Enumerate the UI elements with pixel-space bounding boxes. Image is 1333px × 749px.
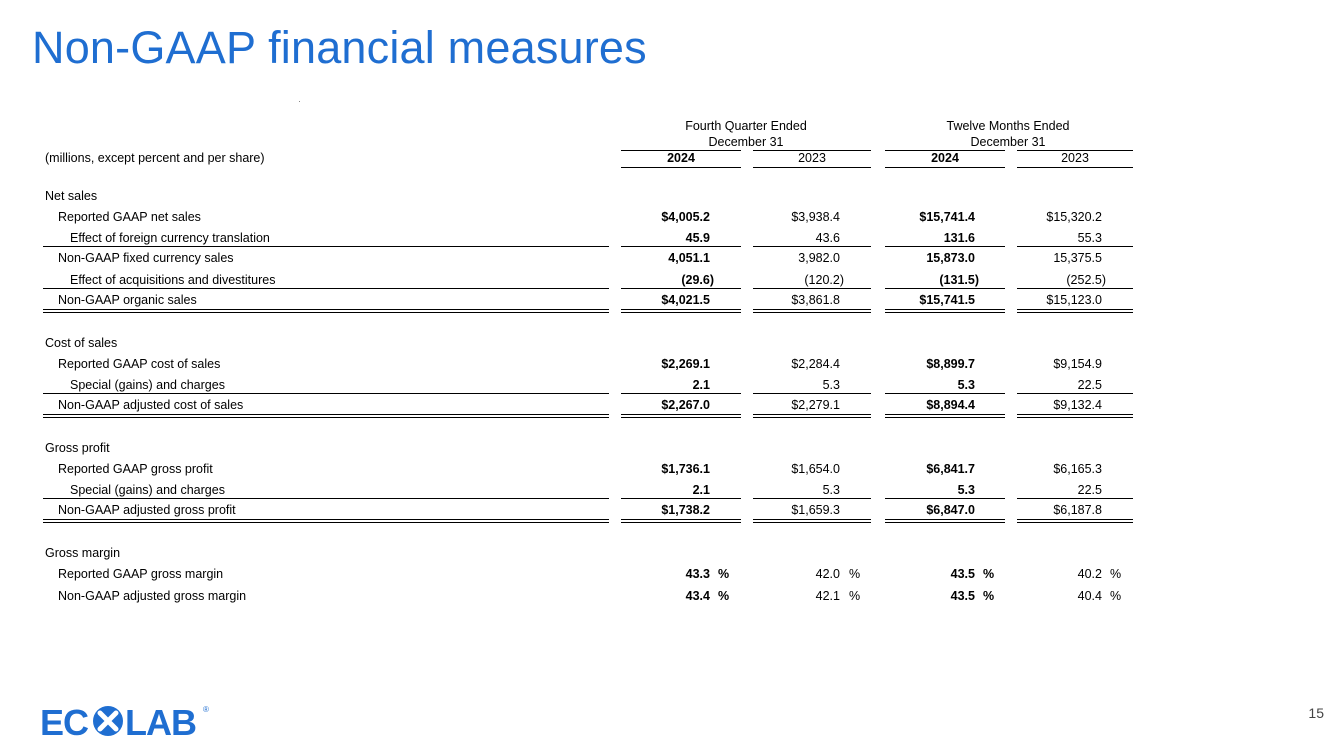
table-cell: $8,894.4	[926, 398, 975, 412]
table-cell: $6,187.8	[1053, 503, 1102, 517]
ecolab-logo	[40, 703, 215, 744]
table-cell: $6,841.7	[926, 462, 975, 476]
row-label: Reported GAAP net sales	[58, 210, 201, 224]
table-cell: $2,279.1	[791, 398, 840, 412]
header-underline	[621, 167, 741, 168]
year-header-q4-2023: 2023	[798, 151, 826, 165]
table-cell: 2.1	[692, 378, 710, 392]
table-cell: 5.3	[957, 378, 975, 392]
table-cell: $1,736.1	[661, 462, 710, 476]
table-cell: (29.6)	[681, 273, 714, 287]
row-label: Reported GAAP gross margin	[58, 567, 224, 581]
table-cell: 15,873.0	[926, 251, 975, 265]
row-rule	[753, 498, 871, 499]
table-cell: 5.3	[822, 378, 840, 392]
table-cell: 42.0	[815, 567, 840, 581]
total-double-rule	[885, 414, 1005, 418]
percent-sign: %	[849, 589, 861, 603]
row-label: Special (gains) and charges	[70, 378, 225, 392]
total-double-rule	[1017, 414, 1133, 418]
row-rule	[1017, 288, 1133, 289]
table-cell: 22.5	[1077, 378, 1102, 392]
percent-sign: %	[718, 589, 730, 603]
row-label: Reported GAAP gross profit	[58, 462, 213, 476]
total-double-rule	[1017, 519, 1133, 523]
total-double-rule	[43, 309, 609, 313]
row-rule	[885, 246, 1005, 247]
table-cell: $4,005.2	[661, 210, 710, 224]
table-cell: $9,132.4	[1053, 398, 1102, 412]
table-cell: 42.1	[815, 589, 840, 603]
table-cell: $9,154.9	[1053, 357, 1102, 371]
table-cell: $15,741.5	[919, 293, 975, 307]
section-heading-cost-of-sales: Cost of sales	[45, 336, 118, 350]
row-rule	[753, 246, 871, 247]
table-cell: 5.3	[957, 483, 975, 497]
table-cell: 131.6	[943, 231, 975, 245]
table-cell: (131.5)	[939, 273, 979, 287]
table-cell: $3,861.8	[791, 293, 840, 307]
table-cell: 3,982.0	[798, 251, 840, 265]
table-cell: $1,654.0	[791, 462, 840, 476]
row-label: Effect of acquisitions and divestitures	[70, 273, 276, 287]
row-label: Non-GAAP organic sales	[58, 293, 197, 307]
year-header-q4-2024: 2024	[667, 151, 695, 165]
row-label: Non-GAAP adjusted gross profit	[58, 503, 236, 517]
percent-sign: %	[849, 567, 861, 581]
percent-sign: %	[983, 589, 995, 603]
q4-header-line1: Fourth Quarter Ended	[685, 119, 807, 133]
percent-sign: %	[1110, 567, 1122, 581]
total-double-rule	[621, 519, 741, 523]
table-cell: 4,051.1	[668, 251, 710, 265]
table-cell: 22.5	[1077, 483, 1102, 497]
table-cell: $4,021.5	[661, 293, 710, 307]
row-rule	[43, 393, 609, 394]
table-cell: 5.3	[822, 483, 840, 497]
row-rule	[43, 246, 609, 247]
percent-sign: %	[1110, 589, 1122, 603]
row-rule	[43, 288, 609, 289]
section-heading-gross-profit: Gross profit	[45, 441, 110, 455]
table-cell: 2.1	[692, 483, 710, 497]
row-rule	[621, 393, 741, 394]
total-double-rule	[753, 309, 871, 313]
header-underline	[753, 167, 871, 168]
table-cell: $1,738.2	[661, 503, 710, 517]
table-cell: 15,375.5	[1053, 251, 1102, 265]
table-cell: 43.3	[685, 567, 710, 581]
svg-text:®: ®	[203, 705, 209, 714]
percent-sign: %	[983, 567, 995, 581]
total-double-rule	[753, 519, 871, 523]
row-rule	[1017, 246, 1133, 247]
total-double-rule	[753, 414, 871, 418]
total-double-rule	[43, 414, 609, 418]
row-rule	[885, 288, 1005, 289]
row-label: Non-GAAP adjusted gross margin	[58, 589, 247, 603]
row-label: Special (gains) and charges	[70, 483, 225, 497]
table-cell: $8,899.7	[926, 357, 975, 371]
table-cell: 43.6	[815, 231, 840, 245]
row-rule	[753, 393, 871, 394]
total-double-rule	[1017, 309, 1133, 313]
header-underline	[1017, 167, 1133, 168]
svg-text:LAB: LAB	[125, 703, 196, 739]
section-heading-gross-margin: Gross margin	[45, 546, 121, 560]
table-cell: $2,284.4	[791, 357, 840, 371]
table-cell: $15,741.4	[919, 210, 975, 224]
row-label: Non-GAAP adjusted cost of sales	[58, 398, 244, 412]
table-cell: $6,847.0	[926, 503, 975, 517]
row-rule	[621, 288, 741, 289]
row-rule	[885, 498, 1005, 499]
table-cell: 43.5	[950, 589, 975, 603]
total-double-rule	[43, 519, 609, 523]
total-double-rule	[885, 309, 1005, 313]
page-title: Non-GAAP financial measures	[32, 22, 647, 73]
row-rule	[621, 498, 741, 499]
table-cell: (120.2)	[804, 273, 844, 287]
table-cell: 55.3	[1077, 231, 1102, 245]
table-cell: $2,269.1	[661, 357, 710, 371]
total-double-rule	[621, 309, 741, 313]
table-cell: $6,165.3	[1053, 462, 1102, 476]
table-cell: $15,320.2	[1046, 210, 1102, 224]
total-double-rule	[621, 414, 741, 418]
table-cell: 45.9	[685, 231, 710, 245]
table-cell: $15,123.0	[1046, 293, 1102, 307]
header-underline	[885, 167, 1005, 168]
row-label: Non-GAAP fixed currency sales	[58, 251, 234, 265]
year-header-fy-2024: 2024	[931, 151, 959, 165]
row-rule	[1017, 498, 1133, 499]
section-heading-net-sales: Net sales	[45, 189, 98, 203]
ytd-header-line2: December 31	[970, 135, 1046, 149]
percent-sign: %	[718, 567, 730, 581]
q4-header-line2: December 31	[708, 135, 784, 149]
ecolab-logo-graphic	[40, 703, 215, 739]
row-rule	[1017, 393, 1133, 394]
table-cell: 43.4	[685, 589, 710, 603]
row-rule	[43, 498, 609, 499]
total-double-rule	[885, 519, 1005, 523]
row-rule	[885, 393, 1005, 394]
table-cell: (252.5)	[1066, 273, 1106, 287]
svg-text:EC: EC	[40, 703, 89, 739]
table-cell: 40.4	[1077, 589, 1102, 603]
units-label: (millions, except percent and per share)	[45, 151, 265, 165]
row-rule	[621, 246, 741, 247]
table-cell: 43.5	[950, 567, 975, 581]
row-label: Reported GAAP cost of sales	[58, 357, 221, 371]
row-label: Effect of foreign currency translation	[70, 231, 270, 245]
row-rule	[753, 288, 871, 289]
year-header-fy-2023: 2023	[1061, 151, 1089, 165]
table-cell: $3,938.4	[791, 210, 840, 224]
table-cell: $1,659.3	[791, 503, 840, 517]
ytd-header-line1: Twelve Months Ended	[946, 119, 1070, 133]
table-cell: $2,267.0	[661, 398, 710, 412]
page-number: 15	[1308, 705, 1324, 721]
table-cell: 40.2	[1077, 567, 1102, 581]
